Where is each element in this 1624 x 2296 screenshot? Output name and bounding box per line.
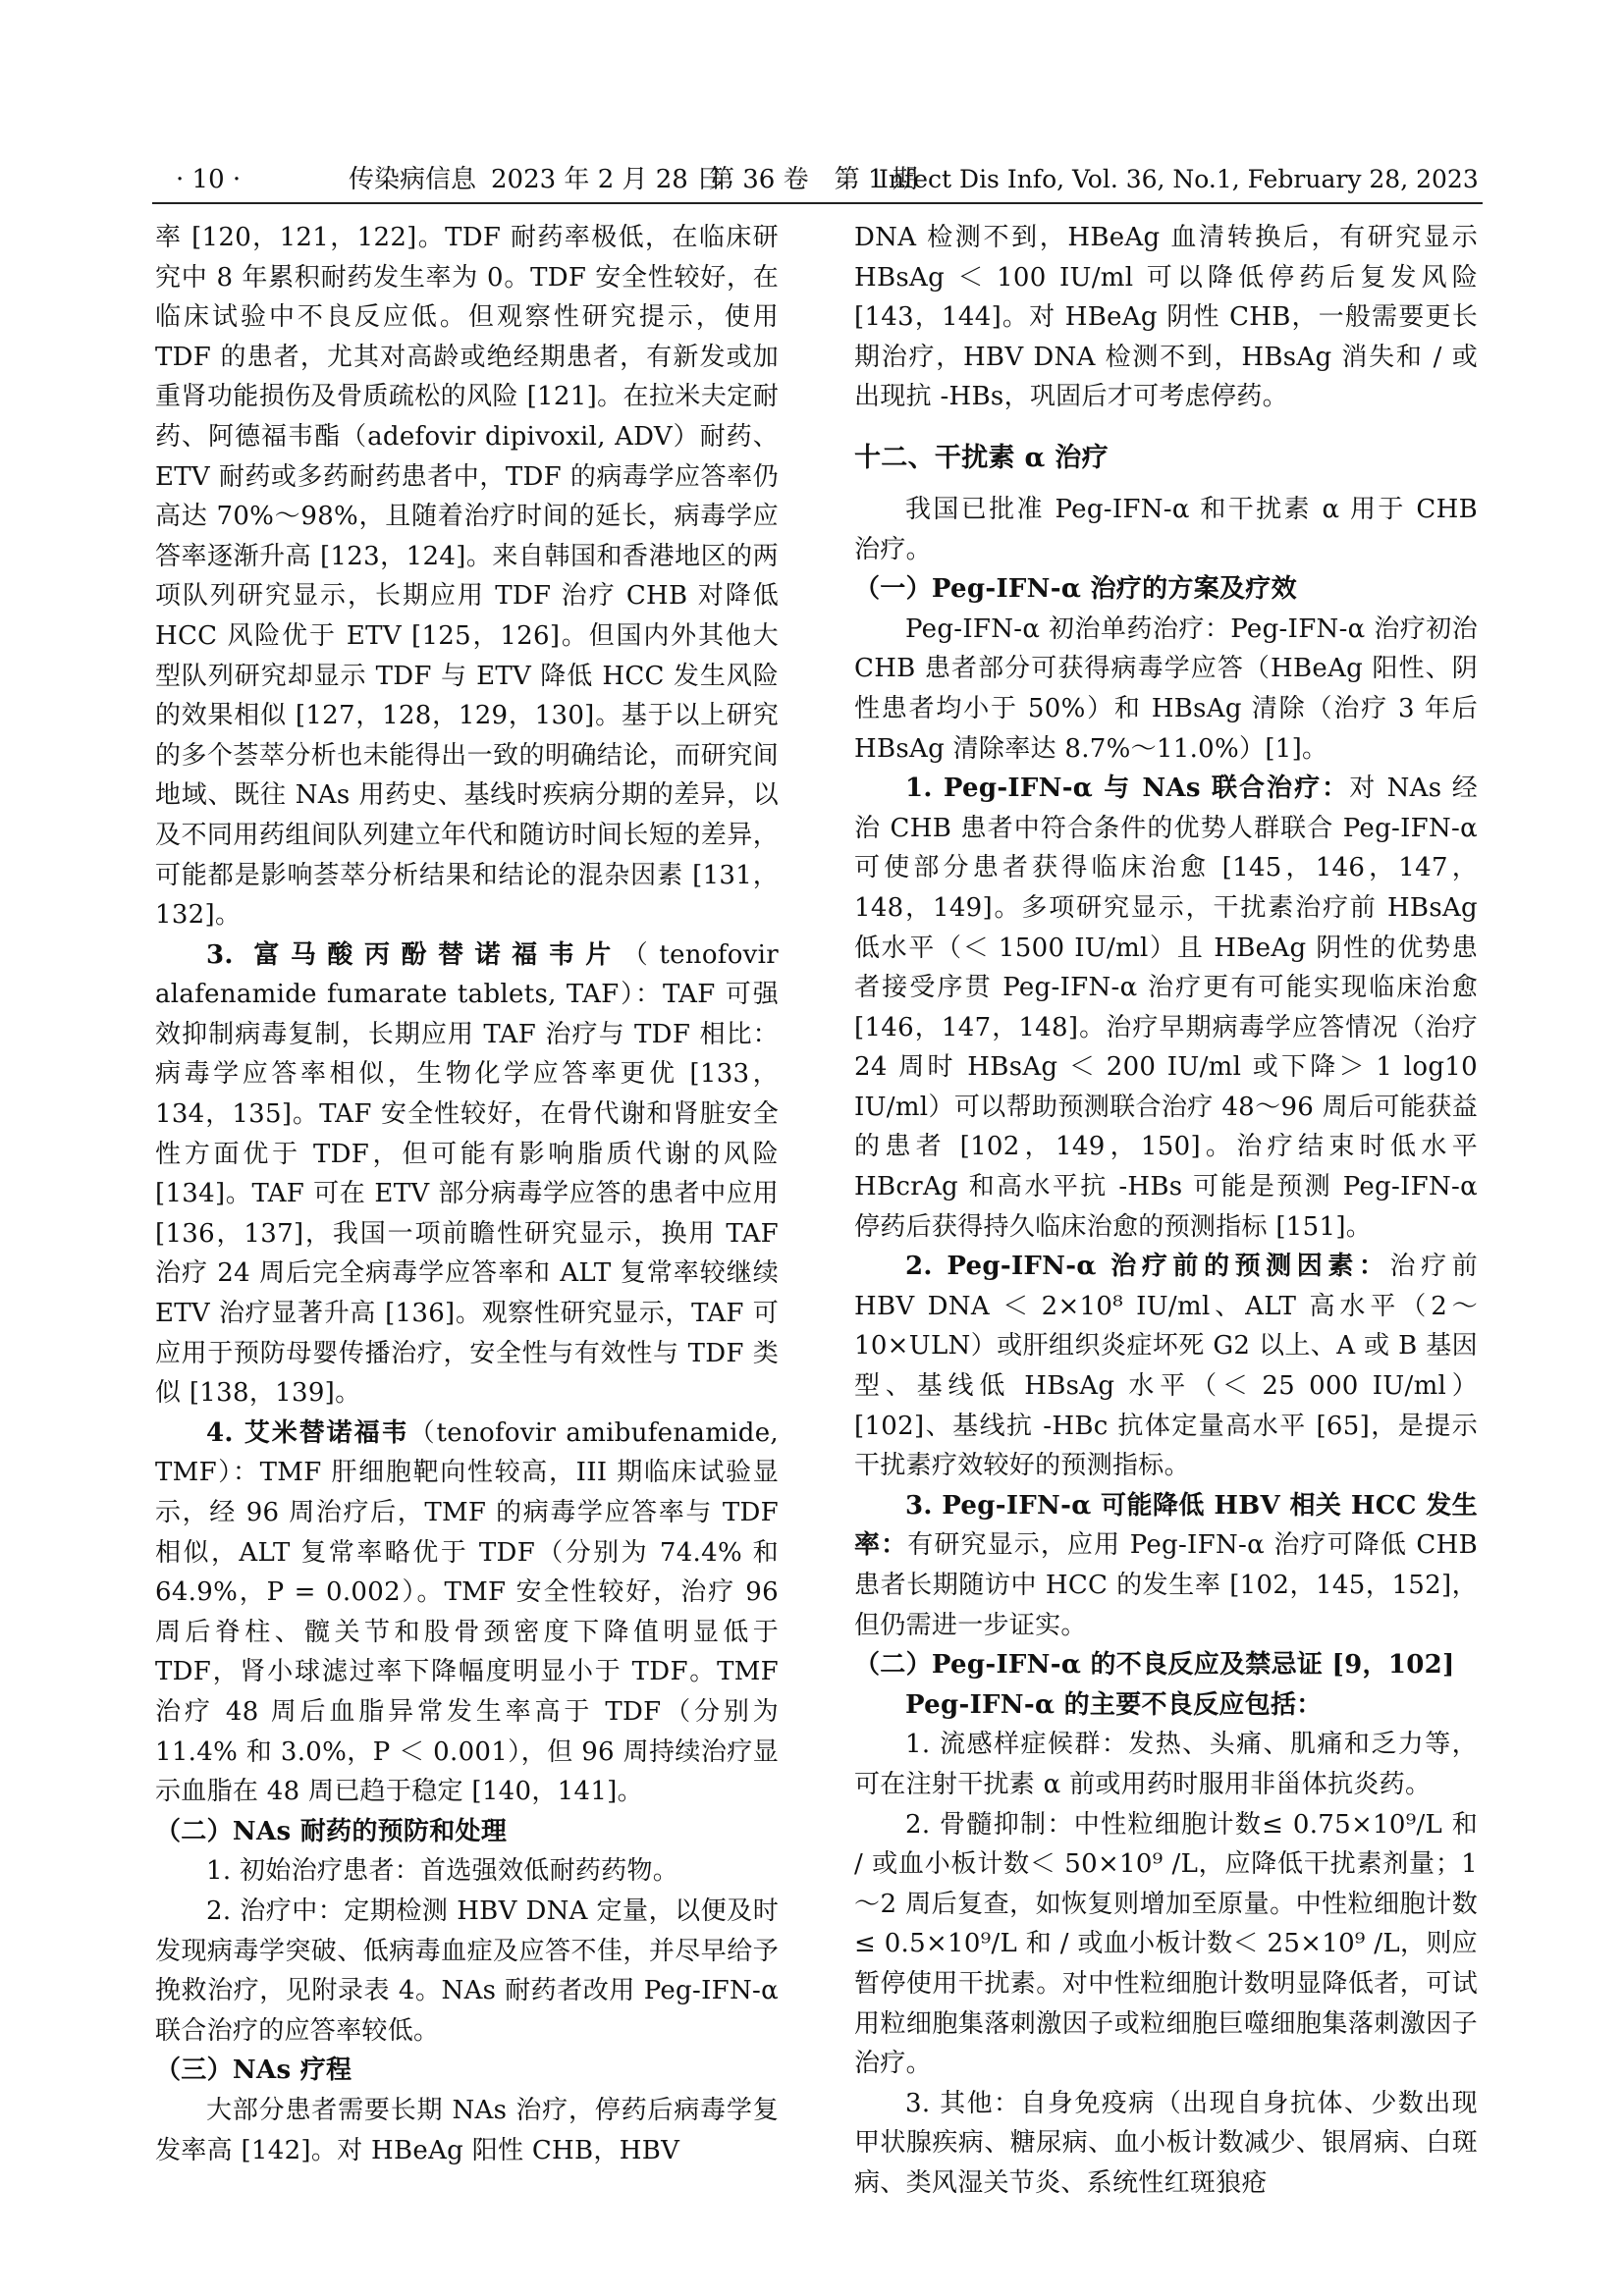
paragraph-body: 有研究显示，应用 Peg-IFN-α 治疗可降低 CHB 患者长期随访中 HCC 的发生率 [102，145，152]，但仍需进一步证实。 xyxy=(854,1530,1478,1640)
running-header xyxy=(152,165,1483,204)
subsection-heading: 3. Peg-IFN-α 可能降低 HBV 相关 HCC 发生率： xyxy=(854,1490,1478,1561)
subsection-heading: 2. Peg-IFN-α 治疗前的预测因素： xyxy=(905,1252,1390,1282)
section-heading: （一）Peg-IFN-α 治疗的方案及疗效 xyxy=(854,574,1297,605)
journal-name: 传染病信息 xyxy=(349,165,477,194)
volume-issue: 第 36 卷 第 1 期 xyxy=(709,165,918,194)
section-heading: （二）Peg-IFN-α 的不良反应及禁忌证 [9，102] xyxy=(854,1650,1455,1681)
subsection-heading: 1. Peg-IFN-α 与 NAs 联合治疗： xyxy=(905,774,1350,804)
paragraph: 我国已批准 Peg-IFN-α 和干扰素 α 用于 CHB 治疗。 xyxy=(854,494,1478,564)
section-heading: （二）NAs 耐药的预防和处理 xyxy=(155,1816,508,1846)
paragraph-hcc xyxy=(854,1486,1478,1645)
paragraph-predictors xyxy=(854,1247,1478,1486)
paragraph: Peg-IFN-α 初治单药治疗：Peg-IFN-α 治疗初治 CHB 患者部分可获得病毒学应答（HBeAg 阳性、阴性患者均小于 50%）和 HBsAg 清除（治疗 3 年后 HBsAg 清除率达 8.7%～11.0%）[1]。 xyxy=(854,614,1478,764)
paragraph-body: 对 NAs 经治 CHB 患者中符合条件的优势人群联合 Peg-IFN-α 可使部分患者获得临床治愈 [145，146，147，148，149]。多项研究显示，干扰素治疗前 HBsAg 低水平（＜ 1500 IU/ml）且 HBeAg 阴性的优势患者接受序贯 Peg-IFN-α 治疗更有可能实现临床治愈 [146，147，148]。治疗早期病毒学应答情况（治疗 24 周时 HBsAg ＜ 200 IU/ml 或下降＞ 1 log10 IU/ml）可以帮助预测联合治疗 48～96 周后可能获益的患者 [102，149，150]。治疗结束时低水平 HBcrAg 和高水平抗 -HBs 可能是预测 Peg-IFN-α 停药后获得持久临床治愈的预测指标 [151]。 xyxy=(854,774,1478,1242)
left-column xyxy=(155,218,779,2220)
issue-date: 2023 年 2 月 28 日 xyxy=(491,165,723,194)
paragraph-body: 治疗前 HBV DNA ＜ 2×10⁸ IU/ml、ALT 高水平（2～10×ULN）或肝组织炎症坏死 G2 以上、A 或 B 基因型、基线低 HBsAg 水平（＜ 25 000 IU/ml）[102]、基线抗 -HBc 抗体定量高水平 [65]，是提示干扰素疗效较好的预测指标。 xyxy=(854,1252,1478,1481)
right-column xyxy=(854,218,1478,2220)
paragraph-body: （tenofovir alafenamide fumarate tablets, TAF）：TAF 可强效抑制病毒复制，长期应用 TAF 治疗与 TDF 相比：病毒学应答率相似，生物化学应答率更优 [133，134，135]。TAF 安全性较好，在骨代谢和肾脏安全性方面优于 TDF，但可能有影响脂质代谢的风险 [134]。TAF 可在 ETV 部分病毒学应答的患者中应用 [136，137]，我国一项前瞻性研究显示，换用 TAF 治疗 24 周后完全病毒学应答率和 ALT 复常率较继续 ETV 治疗显著升高 [136]。观察性研究显示，TAF 可应用于预防母婴传播治疗，安全性与有效性与 TDF 类似 [138，139]。 xyxy=(155,939,779,1409)
chapter-heading: 十二、干扰素 α 治疗 xyxy=(854,442,1109,473)
paragraph-combo xyxy=(854,769,1478,1247)
paragraph: 2. 骨髓抑制：中性粒细胞计数≤ 0.75×10⁹/L 和 / 或血小板计数＜ 50×10⁹ /L，应降低干扰素剂量；1～2 周后复查，如恢复则增加至原量。中性粒细胞计数≤ 0.5×10⁹/L 和 / 或血小板计数＜ 25×10⁹ /L，则应暂停使用干扰素。对中性粒细胞计数明显降低者，可试用粒细胞集落刺激因子或粒细胞巨噬细胞集落刺激因子治疗。 xyxy=(854,1809,1478,2079)
paragraph: DNA 检测不到，HBeAg 血清转换后，有研究显示 HBsAg ＜ 100 IU/ml 可以降低停药后复发风险 [143，144]。对 HBeAg 阴性 CHB，一般需要更长期治疗，HBV DNA 检测不到，HBsAg 消失和 / 或出现抗 -HBs，巩固后才可考虑停药。 xyxy=(854,223,1478,412)
paragraph: 率 [120，121，122]。TDF 耐药率极低，在临床研究中 8 年累积耐药发生率为 0。TDF 安全性较好，在临床试验中不良反应低。但观察性研究提示，使用 TDF 的患者，尤其对高龄或绝经期患者，有新发或加重肾功能损伤及骨质疏松的风险 [121]。在拉米夫定耐药、阿德福韦酯（adefovir dipivoxil, ADV）耐药、ETV 耐药或多药耐药患者中，TDF 的病毒学应答率仍高达 70%～98%，且随着治疗时间的延长，病毒学应答率逐渐升高 [123，124]。来自韩国和香港地区的两项队列研究显示，长期应用 TDF 治疗 CHB 对降低 HCC 风险优于 ETV [125，126]。但国内外其他大型队列研究却显示 TDF 与 ETV 降低 HCC 发生风险的效果相似 [127，128，129，130]。基于以上研究的多个荟萃分析也未能得出一致的明确结论，而研究间地域、既往 NAs 用药史、基线时疾病分期的差异，以及不同用药组间队列建立年代和随访时间长短的差异，可能都是影响荟萃分析结果和结论的混杂因素 [131，132]。 xyxy=(155,223,779,931)
subsection-heading: 3. 富马酸丙酚替诺福韦片 xyxy=(206,939,623,970)
page-number: · 10 · xyxy=(176,165,242,194)
journal-citation-en: Infect Dis Info, Vol. 36, No.1, February 28, 2023 xyxy=(879,165,1479,193)
paragraph: 大部分患者需要长期 NAs 治疗，停药后病毒学复发率高 [142]。对 HBeAg 阳性 CHB，HBV xyxy=(155,2095,779,2165)
section-heading: （三）NAs 疗程 xyxy=(155,2056,352,2086)
paragraph: 2. 治疗中：定期检测 HBV DNA 定量，以便及时发现病毒学突破、低病毒血症及应答不佳，并尽早给予挽救治疗，见附录表 4。NAs 耐药者改用 Peg-IFN-α 联合治疗的应答率较低。 xyxy=(155,1896,779,2046)
paragraph: 1. 流感样症候群：发热、头痛、肌痛和乏力等，可在注射干扰素 α 前或用药时服用非甾体抗炎药。 xyxy=(854,1730,1478,1799)
paragraph-tmf xyxy=(155,1414,779,1812)
paragraph-taf xyxy=(155,935,779,1414)
paragraph: 3. 其他：自身免疫病（出现自身抗体、少数出现甲状腺疾病、糖尿病、血小板计数减少、银屑病、白斑病、类风湿关节炎、系统性红斑狼疮 xyxy=(854,2088,1478,2198)
paragraph-adverse-intro: Peg-IFN-α 的主要不良反应包括： xyxy=(905,1689,1323,1720)
subsection-heading: 4. 艾米替诺福韦 xyxy=(206,1417,409,1448)
paragraph-body: （tenofovir amibufenamide, TMF）：TMF 肝细胞靶向性较高，III 期临床试验显示，经 96 周治疗后，TMF 的病毒学应答率与 TDF 相似，ALT 复常率略优于 TDF（分别为 74.4% 和 64.9%，P = 0.002）。TMF 安全性较好，治疗 96 周后脊柱、髋关节和股骨颈密度下降值明显低于 TDF，肾小球滤过率下降幅度明显小于 TDF。TMF 治疗 48 周后血脂异常发生率高于 TDF（分别为 11.4% 和 3.0%，P ＜ 0.001），但 96 周持续治疗显示血脂在 48 周已趋于稳定 [140，141]。 xyxy=(155,1417,779,1807)
paragraph: 1. 初始治疗患者：首选强效低耐药药物。 xyxy=(206,1856,679,1887)
